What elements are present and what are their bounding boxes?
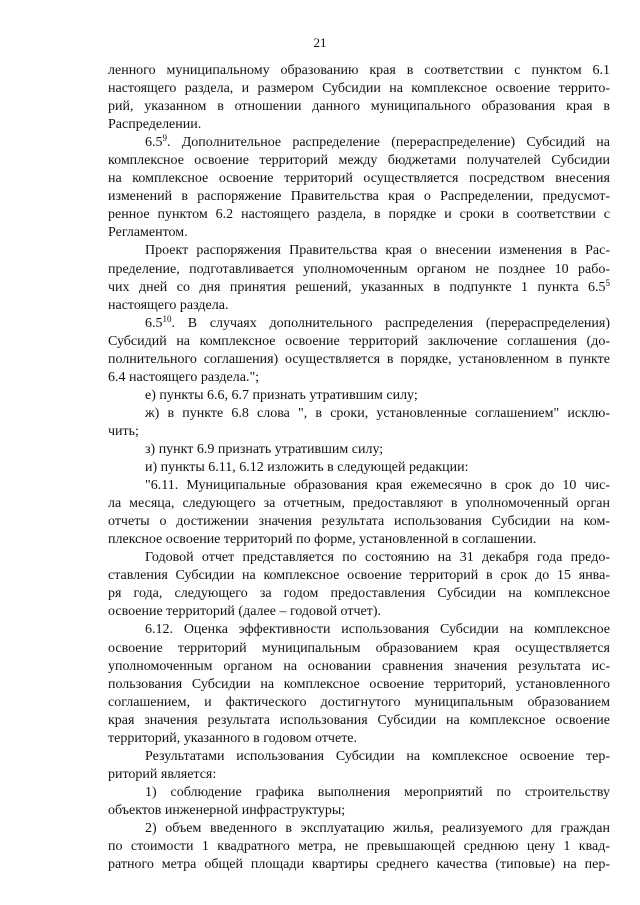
text-line: и) пункты 6.11, 6.12 изложить в следующей редакции: — [145, 460, 469, 476]
text-line: $6.5^9$. Дополнительное распределение (перераспределение) Субсидий на — [145, 133, 610, 151]
text-line: настоящего раздела. — [108, 297, 229, 313]
text-line: 2) объем введенного в эксплуатацию жилья, реализуемого для граждан — [145, 820, 610, 836]
page-number: 21 — [313, 35, 327, 50]
document-body — [108, 62, 610, 874]
text-line: ренное пунктом 6.2 настоящего раздела, в порядке и сроки в соответствии с — [108, 207, 610, 223]
text-line: е) пункты 6.6, 6.7 признать утратившим силу; — [145, 387, 418, 403]
text-line: ла месяца, следующего за отчетным, предоставляют в уполномоченный орган — [108, 496, 610, 512]
text-line: освоение территорий (далее – годовой отчет). — [108, 604, 382, 620]
text-line: освоение территорий муниципальным образованием края осуществляется — [108, 640, 610, 656]
text-line: края значения результата использования Субсидии на комплексное освоение — [108, 712, 610, 728]
text-line: соглашением, и фактического достигнутого муниципальным образованием — [108, 694, 610, 710]
text-line: пределение, подготавливается уполномоченным органом не позднее 10 рабо- — [108, 261, 610, 277]
text-line: Проект распоряжения Правительства края о внесении изменения в Рас- — [145, 243, 610, 259]
text-line: ставления Субсидии на комплексное освоение территорий в срок до 15 янва- — [108, 568, 610, 584]
text-line: $6.5^{10}$. В случаях дополнительного распределения (перераспределения) — [145, 313, 610, 331]
text-line: чить; — [108, 423, 139, 439]
text-line: уполномоченным органом на основании сравнения значения результата ис- — [108, 658, 610, 674]
text-line: комплексное освоение территорий между бюджетами получателей Субсидии — [108, 153, 610, 169]
text-line: полнительного соглашения) осуществляется в порядке, установленном в пункте — [108, 351, 610, 367]
text-line: риторий является: — [108, 766, 217, 782]
text-line: изменений в распоряжение Правительства края о Распределении, предусмот- — [108, 189, 610, 205]
text-line: Результатами использования Субсидии на комплексное освоение тер- — [145, 748, 610, 764]
text-line: 6.4 настоящего раздела."; — [108, 369, 260, 385]
text-line: ря года, следующего за годом предоставления Субсидии на комплексное — [108, 586, 610, 602]
text-line: чих дней со дня принятия решений, указанных в подпункте 1 пункта $6.5^5$ — [108, 277, 610, 295]
text-line: пользования Субсидии на комплексное освоение территорий, установленного — [108, 676, 610, 692]
text-line: по стоимости 1 квадратного метра, не превышающей среднюю цену 1 квад- — [108, 839, 610, 855]
text-line: территорий, указанного в годовом отчете. — [108, 730, 358, 746]
text-line: Субсидий на комплексное освоение территорий заключение соглашения (до- — [108, 333, 610, 349]
text-line: ленного муниципальному образованию края в соответствии с пунктом 6.1 — [108, 63, 610, 78]
text-line: 1) соблюдение графика выполнения мероприятий по строительству — [145, 784, 610, 800]
text-line: ж) в пункте 6.8 слова ", в сроки, установленные соглашением" исклю- — [145, 405, 610, 421]
text-line: 6.12. Оценка эффективности использования Субсидии на комплексное — [145, 622, 610, 638]
text-line: настоящего раздела, и размером Субсидии на комплексное освоение террито- — [108, 81, 610, 97]
text-line: на комплексное освоение территорий осуществляется посредством внесения — [108, 171, 610, 187]
text-line: отчеты о достижении значения результата использования Субсидии на ком- — [108, 514, 610, 530]
text-line: плексное освоение территорий по форме, установленной в соглашении. — [108, 532, 537, 548]
text-line: ратного метра общей площади квартиры среднего качества (типовые) на пер- — [108, 857, 610, 873]
text-line: з) пункт 6.9 признать утратившим силу; — [145, 441, 384, 457]
text-line: Регламентом. — [108, 225, 188, 241]
text-line: объектов инженерной инфраструктуры; — [108, 802, 346, 818]
text-line: рий, указанном в отношении данного муниципального образования края в — [108, 99, 610, 115]
text-line: Годовой отчет представляется по состоянию на 31 декабря года предо- — [145, 550, 610, 566]
text-line: Распределении. — [108, 117, 202, 133]
text-line: "6.11. Муниципальные образования края ежемесячно в срок до 10 чис- — [145, 478, 610, 494]
